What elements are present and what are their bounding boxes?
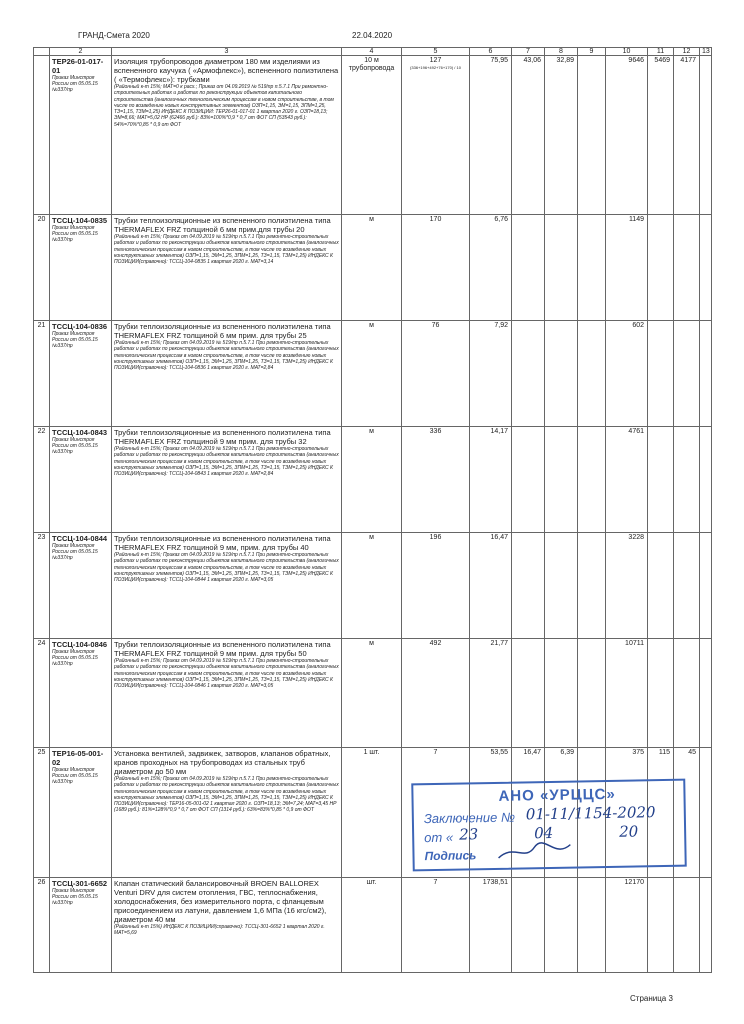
column-header: 4 (342, 48, 402, 56)
item-reference: Приказ Минстроя России от 05.05.15 №337/пр (52, 888, 98, 906)
column-header: 2 (50, 48, 112, 56)
item-code-cell (50, 639, 112, 748)
quantity-formula: (336+196+492+76+170) / 10 (410, 65, 461, 70)
column-header: 11 (648, 48, 674, 56)
cell-col13 (700, 427, 712, 533)
cell-col9 (578, 878, 606, 973)
item-quantity: 196 (429, 534, 442, 541)
cell-col11 (648, 533, 674, 639)
item-code-cell (50, 748, 112, 878)
document-date: 22.04.2020 (352, 31, 393, 40)
cell-col9 (578, 215, 606, 321)
cell-col12 (674, 878, 700, 973)
item-reference: Приказ Минстроя России от 05.05.15 №337/пр (52, 225, 98, 243)
item-details: (Районный к-т 15%; Приказ от 04.09.2019 № 519/пр п.5.7.1 При ремонтно-строительных работах и работах по реконструкции объектов капитального строительства (аналогичных технологическим процессам в новом строительстве, в том числе по возведению новых конструктивных элементов) ОЗП=1,15, ЭМ=1,25, ЗПМ=1,25, ТЗ=1,15, ТЗМ=1,25) ИНДЕКС К ПОЗИЦИИ(справочно): ТССЦ-104-0835 1 квартал 2020 г. МАТ=3,14 (114, 234, 339, 266)
column-header: 6 (470, 48, 512, 56)
row-number: 24 (34, 639, 50, 748)
item-details: (Районный к-т 15%; Приказ от 04.09.2019 № 519/пр п.5.7.1 При ремонтно-строительных работах и работах по реконструкции объектов капитального строительства (аналогичных технологическим процессам в новом строительстве, в том числе по возведению новых конструктивных элементов) ОЗП=1,15, ЭМ=1,25, ЗПМ=1,25, ТЗ=1,15, ТЗМ=1,25) ИНДЕКС К ПОЗИЦИИ(справочно): ТЕР16-05-001-02 1 квартал 2020 г. ОЗП=18,13; ЭМ=7,24; МАТ=3,45 НР (1689 руб.): 81%=128%*0,9 * 0,7 от ФОТ СП (1314 руб.): 63%=83%*0,85 * 0,9 от ФОТ (114, 776, 339, 814)
item-code: ТЕР16-05-001-02 (52, 749, 104, 767)
item-reference: Приказ Минстроя России от 05.05.15 №337/пр (52, 331, 98, 349)
signature-mark (494, 839, 574, 864)
cell-col13 (700, 321, 712, 427)
item-details: (Районный к-т 15%; МАТ=0 к расх.; Приказ от 04.09.2019 № 519/пр п.5.7.1 При ремонтно-строительных работах и работах по реконструкции объектов капитального строительства (аналогичных технологическим процессам в новом строительстве, в том числе по возведению новых конструктивных элементов) ОЗП=1,15, ЭМ=1,15, ЗПМ=1,25, ТЗ=1,15, ТЗМ=1,25) ИНДЕКС К ПОЗИЦИИ: ТЕР26-01-017-01 1 квартал 2020 г. ОЗП=18,13; ЭМ=8,66; МАТ=5,02 НР (62466 руб.): 83%=100%*0,9 * 0,7 от ФОТ СП (53543 руб.): 54%=70%*0,85 * 0,9 от ФОТ (114, 84, 334, 128)
cell-col6: 6,76 (470, 215, 512, 321)
row-number: 25 (34, 748, 50, 878)
table-row (34, 321, 712, 427)
row-number: 20 (34, 215, 50, 321)
cell-col11: 115 (648, 748, 674, 878)
item-code-cell (50, 56, 112, 215)
column-header: 9 (578, 48, 606, 56)
column-header (34, 48, 50, 56)
table-row (34, 427, 712, 533)
item-code: ТССЦ-104-0836 (52, 322, 108, 331)
table-row (34, 215, 712, 321)
item-quantity-cell (402, 878, 470, 973)
item-quantity: 127 (429, 57, 442, 64)
item-description-cell (112, 321, 342, 427)
column-header: 12 (674, 48, 700, 56)
item-title: Трубки теплоизоляционные из вспененного полиэтилена типа THERMAFLEX FRZ толщиной 9 мм прим. для трубы 50 (114, 640, 331, 658)
cell-col11 (648, 878, 674, 973)
item-reference: Приказ Минстроя России от 05.05.15 №337/пр (52, 649, 98, 667)
cell-col11: 5469 (648, 56, 674, 215)
item-code: ТССЦ-104-0843 (52, 428, 108, 437)
cell-col13 (700, 533, 712, 639)
item-details: (Районный к-т 15%; Приказ от 04.09.2019 № 519/пр п.5.7.1 При ремонтно-строительных работах и работах по реконструкции объектов капитального строительства (аналогичных технологическим процессам в новом строительстве, в том числе по возведению новых конструктивных элементов) ОЗП=1,15, ЭМ=1,25, ЗПМ=1,25, ТЗ=1,15, ТЗМ=1,25) ИНДЕКС К ПОЗИЦИИ(справочно): ТССЦ-104-0836 1 квартал 2020 г. МАТ=2,84 (114, 340, 339, 372)
cell-col8 (545, 427, 578, 533)
item-quantity-cell (402, 56, 470, 215)
item-code-cell (50, 215, 112, 321)
cell-col12: 45 (674, 748, 700, 878)
cell-col12 (674, 533, 700, 639)
table-row (34, 639, 712, 748)
page-number: Страница 3 (630, 994, 673, 1003)
item-details: (Районный к-т 15%) ИНДЕКС К ПОЗИЦИИ(справочно): ТССЦ-301-6652 1 квартал 2020 г. МАТ=5,69 (114, 924, 325, 937)
cell-col8 (545, 215, 578, 321)
handwritten-conclusion-number: 01-11/1154-2020 (525, 803, 656, 824)
item-title: Клапан статический балансировочный BROEN BALLOREX Venturi DRV для систем отопления, ГВС, теплоснабжения, холодоснабжения, без измерительного порта, с фланцевым присоединением из латуни, давлением 1,6 МПа (16 кгс/см2), диаметром 40 мм (114, 879, 327, 924)
cell-col10: 4761 (606, 427, 648, 533)
cell-col7 (512, 639, 545, 748)
cell-col10: 10711 (606, 639, 648, 748)
cell-col7 (512, 533, 545, 639)
cell-col6: 53,55 (470, 748, 512, 878)
item-description-cell (112, 56, 342, 215)
item-title: Изоляция трубопроводов диаметром 180 мм изделиями из вспененного каучука ( «Армофлекс»), вспененного полиэтилена ( «Термофлекс»): трубками (114, 57, 339, 84)
app-title: ГРАНД-Смета 2020 (78, 31, 150, 40)
item-quantity-cell (402, 321, 470, 427)
item-title: Установка вентилей, задвижек, затворов, клапанов обратных, кранов проходных на трубопроводах из стальных труб диаметром до 50 мм (114, 749, 331, 776)
cell-col11 (648, 215, 674, 321)
item-quantity-cell (402, 639, 470, 748)
cell-col10: 3228 (606, 533, 648, 639)
cell-col9 (578, 427, 606, 533)
stamp-organization: АНО «УРЦЦС» (498, 785, 616, 805)
cell-col13 (700, 639, 712, 748)
handwritten-day: 23 (458, 825, 479, 844)
cell-col9 (578, 56, 606, 215)
cell-col8 (545, 878, 578, 973)
cell-col7 (512, 878, 545, 973)
item-reference: Приказ Минстроя России от 05.05.15 №337/пр (52, 437, 98, 455)
item-code: ТССЦ-104-0844 (52, 534, 108, 543)
cell-col10: 602 (606, 321, 648, 427)
item-details: (Районный к-т 15%; Приказ от 04.09.2019 № 519/пр п.5.7.1 При ремонтно-строительных работах и работах по реконструкции объектов капитального строительства (аналогичных технологическим процессам в новом строительстве, в том числе по возведению новых конструктивных элементов) ОЗП=1,15, ЭМ=1,25, ЗПМ=1,25, ТЗ=1,15, ТЗМ=1,25) ИНДЕКС К ПОЗИЦИИ(справочно): ТССЦ-104-0843 1 квартал 2020 г. МАТ=2,84 (114, 446, 339, 478)
cell-col11 (648, 427, 674, 533)
cell-col13 (700, 878, 712, 973)
cell-col6: 21,77 (470, 639, 512, 748)
cell-col7: 16,47 (512, 748, 545, 878)
column-number-row (34, 48, 712, 56)
item-unit: м (342, 427, 402, 533)
item-description-cell (112, 533, 342, 639)
item-description-cell (112, 878, 342, 973)
cell-col10: 375 (606, 748, 648, 878)
item-description-cell (112, 639, 342, 748)
item-title: Трубки теплоизоляционные из вспененного полиэтилена типа THERMAFLEX FRZ толщиной 9 мм прим. для трубы 32 (114, 428, 331, 446)
item-code-cell (50, 533, 112, 639)
item-code-cell (50, 427, 112, 533)
cell-col6: 1738,51 (470, 878, 512, 973)
row-number: 26 (34, 878, 50, 973)
approval-stamp (411, 779, 686, 872)
table-row (34, 56, 712, 215)
item-details: (Районный к-т 15%; Приказ от 04.09.2019 № 519/пр п.5.7.1 При ремонтно-строительных работах и работах по реконструкции объектов капитального строительства (аналогичных технологическим процессам в новом строительстве, в том числе по возведению новых конструктивных элементов) ОЗП=1,15, ЭМ=1,25, ЗПМ=1,25, ТЗ=1,15, ТЗМ=1,25) ИНДЕКС К ПОЗИЦИИ(справочно): ТССЦ-104-0846 1 квартал 2020 г. МАТ=3,05 (114, 658, 339, 690)
handwritten-year: 20 (618, 822, 639, 841)
stamp-date-label: от « (424, 829, 454, 846)
item-title: Трубки теплоизоляционные из вспененного полиэтилена типа THERMAFLEX FRZ толщиной 9 мм, прим. для трубы 40 (114, 534, 331, 552)
column-header: 10 (606, 48, 648, 56)
item-quantity-cell (402, 533, 470, 639)
cell-col7 (512, 321, 545, 427)
cell-col8 (545, 533, 578, 639)
item-title: Трубки теплоизоляционные из вспененного полиэтилена типа THERMAFLEX FRZ толщиной 6 мм прим.для трубы 20 (114, 216, 331, 234)
item-quantity: 7 (433, 879, 438, 886)
cell-col12 (674, 639, 700, 748)
cell-col11 (648, 639, 674, 748)
column-header: 5 (402, 48, 470, 56)
row-number (34, 56, 50, 215)
item-unit: м (342, 639, 402, 748)
item-unit: м (342, 215, 402, 321)
item-unit: 10 м трубопровода (342, 56, 402, 215)
item-unit: шт. (342, 878, 402, 973)
column-header: 7 (512, 48, 545, 56)
item-unit: м (342, 533, 402, 639)
item-quantity-cell (402, 215, 470, 321)
cell-col8: 6,39 (545, 748, 578, 878)
item-code: ТССЦ-104-0846 (52, 640, 108, 649)
row-number: 23 (34, 533, 50, 639)
item-code: ТССЦ-301-6652 (52, 879, 108, 888)
stamp-signature-label: Подпись (424, 848, 477, 864)
cell-col6: 75,95 (470, 56, 512, 215)
cell-col9 (578, 639, 606, 748)
column-header: 8 (545, 48, 578, 56)
cell-col13 (700, 215, 712, 321)
cell-col6: 16,47 (470, 533, 512, 639)
item-title: Трубки теплоизоляционные из вспененного полиэтилена типа THERMAFLEX FRZ толщиной 6 мм прим. для трубы 25 (114, 322, 331, 340)
item-details: (Районный к-т 15%; Приказ от 04.09.2019 № 519/пр п.5.7.1 При ремонтно-строительных работах и работах по реконструкции объектов капитального строительства (аналогичных технологическим процессам в новом строительстве, в том числе по возведению новых конструктивных элементов) ОЗП=1,15, ЭМ=1,25, ЗПМ=1,25, ТЗ=1,15, ТЗМ=1,25) ИНДЕКС К ПОЗИЦИИ(справочно): ТССЦ-104-0844 1 квартал 2020 г. МАТ=3,05 (114, 552, 339, 584)
item-unit: 1 шт. (342, 748, 402, 878)
cell-col10: 1149 (606, 215, 648, 321)
row-number: 22 (34, 427, 50, 533)
item-code: ТССЦ-104-0835 (52, 216, 108, 225)
cell-col13 (700, 56, 712, 215)
cell-col11 (648, 321, 674, 427)
item-code: ТЕР26-01-017-01 (52, 57, 104, 75)
cell-col6: 7,92 (470, 321, 512, 427)
item-description-cell (112, 748, 342, 878)
item-code-cell (50, 878, 112, 973)
item-quantity: 76 (431, 322, 440, 329)
cell-col9 (578, 321, 606, 427)
cell-col8 (545, 321, 578, 427)
column-header: 13 (700, 48, 712, 56)
item-code-cell (50, 321, 112, 427)
item-reference: Приказ Минстроя России от 05.05.15 №337/пр (52, 543, 98, 561)
cell-col6: 14,17 (470, 427, 512, 533)
item-description-cell (112, 427, 342, 533)
item-quantity: 7 (433, 749, 438, 756)
handwritten-month: 04 (533, 823, 554, 843)
cell-col10: 9646 (606, 56, 648, 215)
item-quantity-cell (402, 427, 470, 533)
cell-col8 (545, 639, 578, 748)
item-quantity: 336 (429, 428, 442, 435)
column-header: 3 (112, 48, 342, 56)
cell-col9 (578, 533, 606, 639)
cell-col10: 12170 (606, 878, 648, 973)
item-description-cell (112, 215, 342, 321)
cell-col13 (700, 748, 712, 878)
item-reference: Приказ Минстроя России от 05.05.15 №337/пр (52, 767, 98, 785)
item-unit: м (342, 321, 402, 427)
cell-col8: 32,89 (545, 56, 578, 215)
item-quantity: 170 (429, 216, 442, 223)
row-number: 21 (34, 321, 50, 427)
cell-col7 (512, 427, 545, 533)
cell-col7: 43,06 (512, 56, 545, 215)
cell-col12: 4177 (674, 56, 700, 215)
cell-col12 (674, 321, 700, 427)
table-row (34, 533, 712, 639)
item-reference: Приказ Минстроя России от 05.05.15 №337/пр (52, 75, 98, 93)
cell-col7 (512, 215, 545, 321)
cell-col12 (674, 427, 700, 533)
item-quantity: 492 (429, 640, 442, 647)
stamp-conclusion-label: Заключение № (423, 809, 516, 827)
cell-col12 (674, 215, 700, 321)
table-row (34, 878, 712, 973)
